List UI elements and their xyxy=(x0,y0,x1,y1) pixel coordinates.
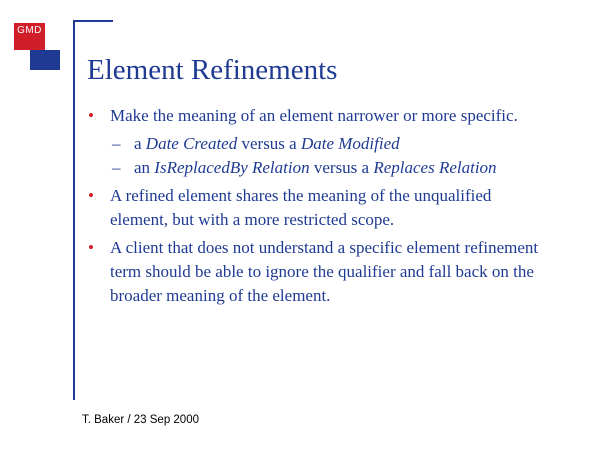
gmd-logo xyxy=(0,0,60,72)
text-part: a xyxy=(134,134,146,153)
dash-icon: – xyxy=(112,134,121,153)
dash-icon: – xyxy=(112,158,121,177)
text-part: versus a xyxy=(309,158,374,177)
slide-title: Element Refinements xyxy=(87,54,338,86)
footer-credit: T. Baker / 23 Sep 2000 xyxy=(82,414,199,426)
vertical-rule xyxy=(73,20,75,400)
logo-text: GMD xyxy=(17,25,42,36)
bullet-item xyxy=(88,104,548,128)
text-part: an xyxy=(134,158,155,177)
bullet-text: A client that does not understand a specific element refinement term should be able to ignore the qualifier and fall back on the broader meaning of the element. xyxy=(110,238,539,305)
italic-term: Replaces Relation xyxy=(373,158,497,177)
bullet-text: A refined element shares the meaning of the unqualified element, but with a more restricted scope. xyxy=(110,186,492,229)
italic-term: IsReplacedBy Relation xyxy=(154,158,310,177)
sub-bullet-item xyxy=(88,132,548,156)
sub-bullet-text xyxy=(134,134,400,153)
bullet-icon: • xyxy=(88,106,94,125)
bullet-icon: • xyxy=(88,186,94,205)
sub-bullet-item xyxy=(88,156,548,180)
logo-blue-square xyxy=(30,50,60,70)
italic-term: Date Created xyxy=(145,134,238,153)
sub-bullet-list xyxy=(88,132,548,180)
italic-term: Date Modified xyxy=(300,134,400,153)
bullet-icon: • xyxy=(88,238,94,257)
slide-content xyxy=(88,104,548,312)
bullet-text: Make the meaning of an element narrower or more specific. xyxy=(110,106,518,125)
horizontal-rule xyxy=(73,20,113,22)
bullet-item xyxy=(88,184,548,232)
text-part: versus a xyxy=(237,134,301,153)
sub-bullet-text xyxy=(134,158,497,177)
bullet-item xyxy=(88,236,548,308)
